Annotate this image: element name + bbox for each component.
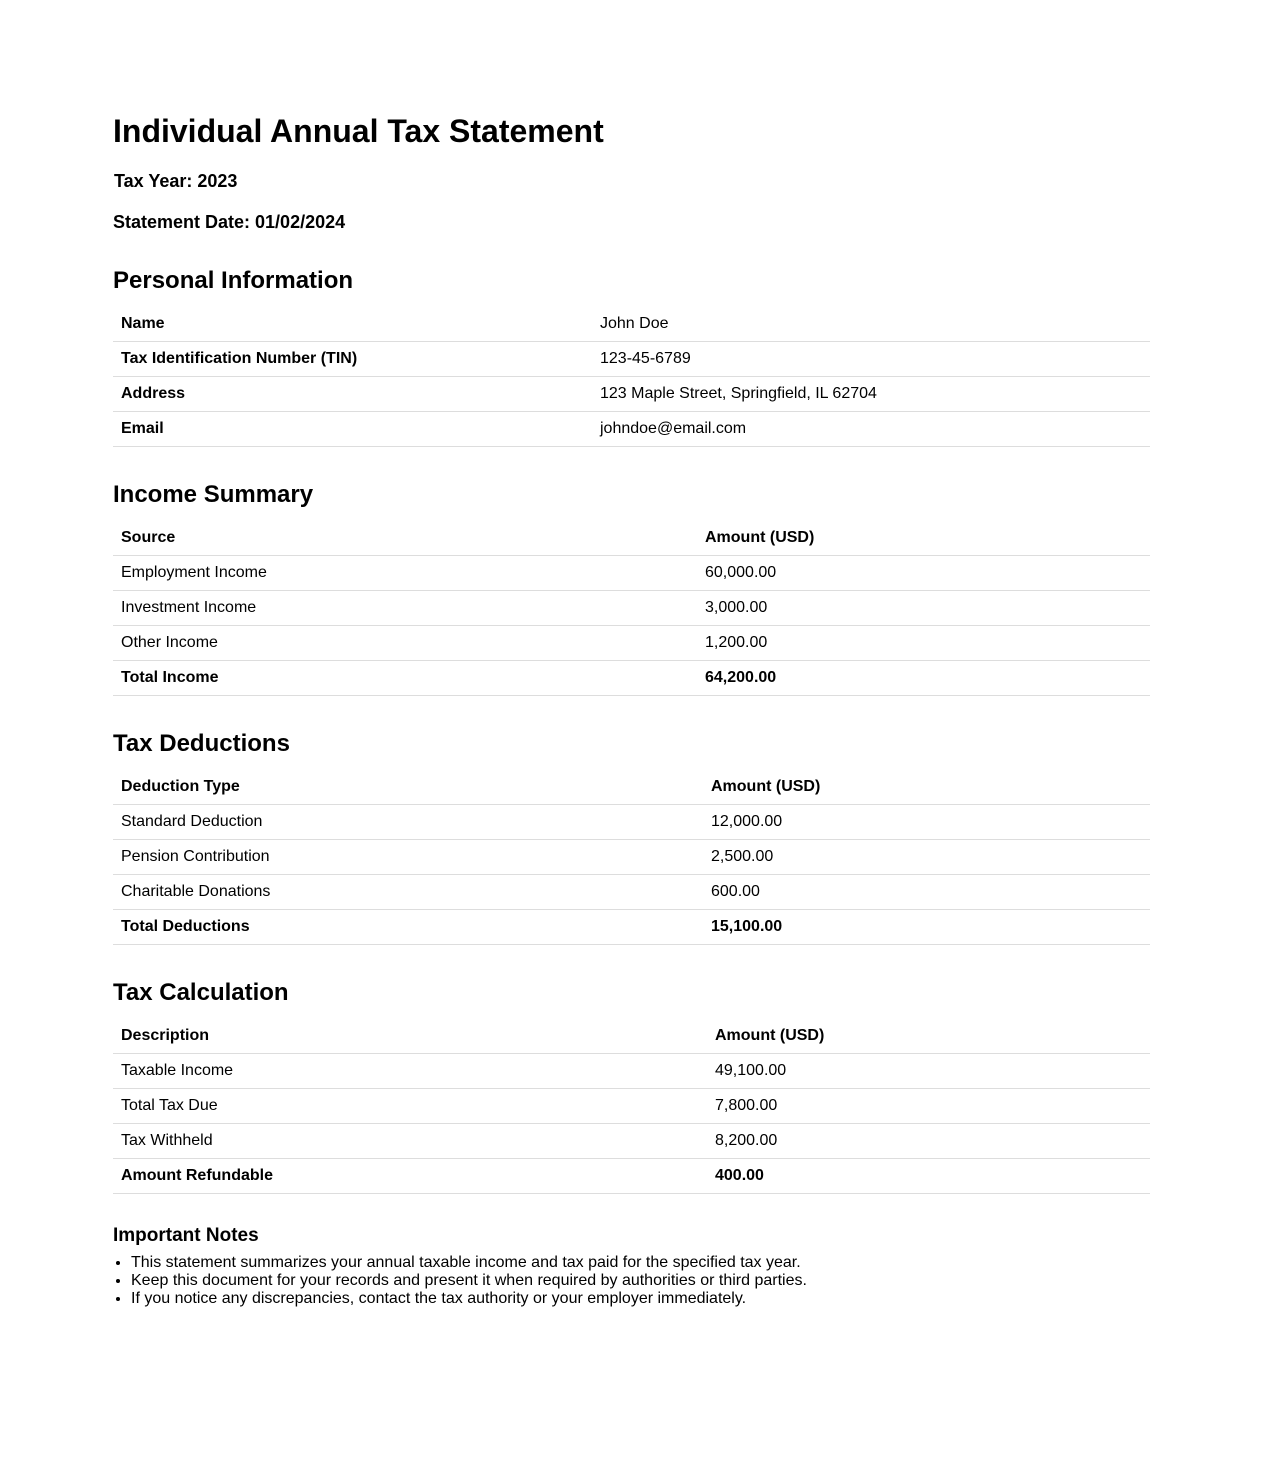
table-header-row [113,770,1150,805]
personal-information-heading: Personal Information [113,267,354,294]
tax-calculation-table [113,1019,1150,1194]
personal-information-table [113,307,1150,447]
income-summary-table [113,521,1150,696]
table-row [113,342,1150,377]
amount-refundable-row [113,1159,1150,1194]
calculation-description: Tax Withheld [113,1124,707,1159]
email-label: Email [113,412,592,447]
deduction-amount: 12,000.00 [703,805,1150,840]
tax-deductions-heading: Tax Deductions [113,730,290,757]
column-header-amount: Amount (USD) [707,1019,1150,1054]
table-row [113,875,1150,910]
tin-value: 123-45-6789 [592,342,1150,377]
statement-date: Statement Date: 01/02/2024 [113,212,346,232]
table-header-row [113,521,1150,556]
table-row [113,556,1150,591]
total-deductions-label: Total Deductions [113,910,703,945]
income-summary-section [113,521,1150,696]
calculation-description: Total Tax Due [113,1089,707,1124]
deduction-type: Charitable Donations [113,875,703,910]
list-item: • If you notice any discrepancies, contact the tax authority or your employer immediately. [131,1290,1150,1308]
total-deductions-value: 15,100.00 [703,910,1150,945]
tax-calculation-heading: Tax Calculation [113,979,289,1006]
list-item: • This statement summarizes your annual taxable income and tax paid for the specified tax year. [131,1254,1150,1272]
name-label: Name [113,307,592,342]
income-amount: 1,200.00 [697,626,1150,661]
table-row [113,412,1150,447]
personal-information-section [113,307,1150,447]
column-header-deduction-type: Deduction Type [113,770,703,805]
table-row [113,805,1150,840]
amount-refundable-value: 400.00 [707,1159,1150,1194]
calculation-amount: 7,800.00 [707,1089,1150,1124]
income-source: Investment Income [113,591,697,626]
table-row [113,377,1150,412]
address-value: 123 Maple Street, Springfield, IL 62704 [592,377,1150,412]
total-income-value: 64,200.00 [697,661,1150,696]
amount-refundable-label: Amount Refundable [113,1159,707,1194]
table-header-row [113,1019,1150,1054]
calculation-amount: 49,100.00 [707,1054,1150,1089]
table-row [113,591,1150,626]
income-summary-heading: Income Summary [113,481,314,508]
column-header-amount: Amount (USD) [697,521,1150,556]
table-row [113,1054,1150,1089]
deduction-amount: 2,500.00 [703,840,1150,875]
email-value: johndoe@email.com [592,412,1150,447]
income-amount: 60,000.00 [697,556,1150,591]
column-header-amount: Amount (USD) [703,770,1150,805]
income-source: Employment Income [113,556,697,591]
income-amount: 3,000.00 [697,591,1150,626]
important-notes-heading: Important Notes [113,1225,259,1246]
table-row [113,307,1150,342]
important-notes-list [113,1254,1150,1308]
total-income-row [113,661,1150,696]
column-header-source: Source [113,521,697,556]
tax-deductions-table [113,770,1150,945]
tin-label: Tax Identification Number (TIN) [113,342,592,377]
total-income-label: Total Income [113,661,697,696]
tax-year: Tax Year: 2023 [114,171,238,191]
table-row [113,840,1150,875]
calculation-description: Taxable Income [113,1054,707,1089]
tax-deductions-section [113,770,1150,945]
address-label: Address [113,377,592,412]
total-deductions-row [113,910,1150,945]
calculation-amount: 8,200.00 [707,1124,1150,1159]
deduction-type: Pension Contribution [113,840,703,875]
table-row [113,1124,1150,1159]
name-value: John Doe [592,307,1150,342]
table-row [113,626,1150,661]
income-source: Other Income [113,626,697,661]
tax-statement-page [113,0,1150,1308]
deduction-amount: 600.00 [703,875,1150,910]
list-item: • Keep this document for your records and present it when required by authorities or third parties. [131,1272,1150,1290]
tax-calculation-section [113,1019,1150,1194]
column-header-description: Description [113,1019,707,1054]
deduction-type: Standard Deduction [113,805,703,840]
page-title: Individual Annual Tax Statement [113,113,604,149]
table-row [113,1089,1150,1124]
